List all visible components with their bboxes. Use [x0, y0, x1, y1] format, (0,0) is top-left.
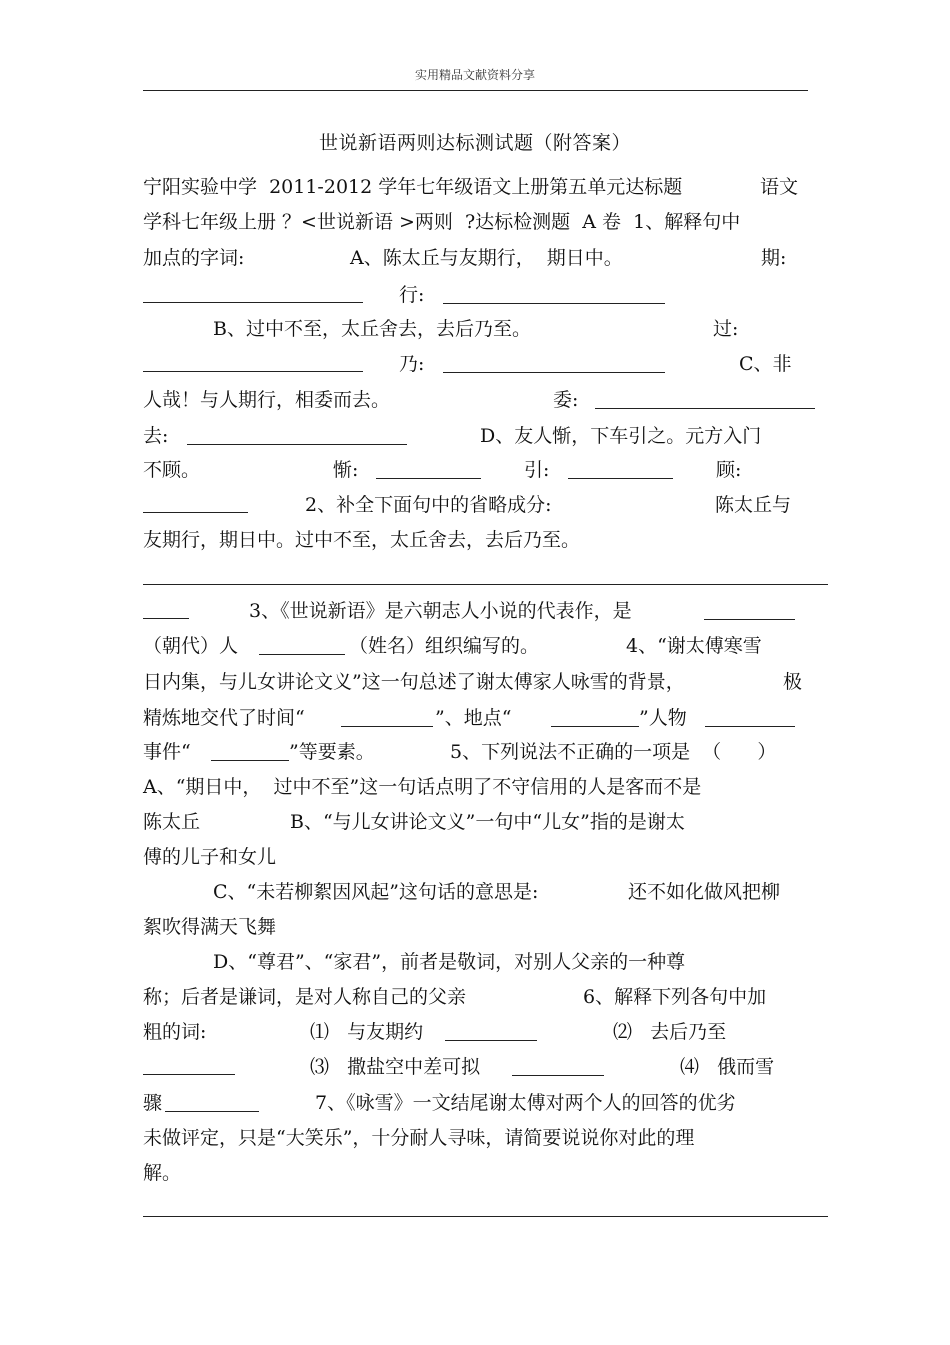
text-run: 友期行，期日中。过中不至，太丘舍去，去后乃至。 — [143, 529, 581, 551]
header-rule — [143, 90, 808, 91]
text-run: A、陈太丘与友期行， 期日中。 — [350, 247, 623, 269]
text-line — [143, 704, 687, 732]
page-header: 实用精品文献资料分享 — [414, 68, 535, 82]
answer-blank[interactable] — [211, 742, 289, 761]
text-run: C、非 — [739, 353, 792, 375]
text-line — [143, 738, 777, 766]
text-run: 过: — [713, 318, 739, 340]
text-run: （朝代）人 — [143, 635, 239, 657]
text-line — [143, 526, 580, 554]
answer-blank[interactable] — [512, 1057, 604, 1076]
text-line — [143, 597, 632, 625]
text-run: 去: — [143, 425, 169, 447]
text-run: 陈太丘 — [143, 811, 201, 833]
text-run: 骤 — [143, 1092, 163, 1114]
text-line — [143, 668, 803, 696]
text-line — [143, 1018, 727, 1046]
text-run: 事件“ — [143, 741, 191, 763]
text-run: 学科七年级上册 ？<世说新语 >两则 ?达标检测题 A 卷 1、解释句中 — [143, 211, 741, 233]
answer-blank[interactable] — [259, 636, 345, 655]
text-run: 傅的儿子和女儿 — [143, 846, 277, 868]
text-line — [143, 843, 276, 871]
text-line — [143, 491, 792, 519]
text-run: 4、“谢太傅寒雪 — [626, 635, 762, 657]
text-run: 行: — [399, 284, 425, 306]
answer-blank[interactable] — [143, 494, 248, 513]
text-line — [143, 1053, 775, 1081]
text-line — [143, 386, 579, 414]
answer-blank[interactable] — [443, 354, 665, 373]
answer-blank[interactable] — [143, 284, 363, 303]
text-run: ⑷ 俄而雪 — [680, 1056, 775, 1078]
text-run: ⑶ 撒盐空中差可拟 — [310, 1056, 481, 1078]
text-run: D、“尊君”、“家君”，前者是敬词，对别人父亲的一种尊 — [213, 951, 686, 973]
answer-blank[interactable] — [443, 285, 665, 304]
text-run: 絮吹得满天飞舞 — [143, 916, 277, 938]
text-line — [143, 808, 685, 836]
text-run: 5、下列说法不正确的一项是 （ ） — [450, 741, 777, 763]
answer-blank[interactable] — [165, 1093, 259, 1112]
text-run: 称；后者是谦词，是对人称自己的父亲 — [143, 986, 467, 1008]
text-run: 语文 — [760, 176, 799, 198]
text-run: 陈太丘与 — [715, 494, 792, 516]
answer-blank[interactable] — [705, 708, 795, 727]
answer-blank[interactable] — [704, 601, 795, 620]
text-line — [143, 281, 425, 309]
text-run: D、友人惭，下车引之。元方入门 — [480, 425, 762, 447]
text-run: B、过中不至，太丘舍去，去后乃至。 — [213, 318, 531, 340]
answer-blank[interactable] — [187, 426, 407, 445]
text-run: 2、补全下面句中的省略成分: — [305, 494, 552, 516]
answer-blank[interactable] — [376, 460, 481, 479]
text-line — [143, 1124, 694, 1152]
answer-blank[interactable] — [143, 600, 189, 619]
answer-blank[interactable] — [341, 708, 433, 727]
text-run: 极 — [783, 671, 803, 693]
answer-rule[interactable] — [143, 584, 828, 585]
text-line — [143, 983, 767, 1011]
text-run: ⑵ 去后乃至 — [613, 1021, 727, 1043]
answer-blank[interactable] — [568, 460, 673, 479]
text-line — [143, 350, 792, 378]
text-run: 期: — [761, 247, 787, 269]
text-run: （姓名）组织编写的。 — [349, 635, 540, 657]
text-run: 粗的词: — [143, 1021, 207, 1043]
text-run: A、“期日中， 过中不至”这一句话点明了不守信用的人是客而不是 — [143, 776, 702, 798]
text-run: ⑴ 与友期约 — [310, 1021, 424, 1043]
text-run: 3、《世说新语》是六朝志人小说的代表作，是 — [249, 600, 632, 622]
answer-blank[interactable] — [143, 353, 363, 372]
text-run: ”人物 — [639, 707, 687, 729]
text-run: 引: — [524, 459, 550, 481]
text-run: 加点的字词: — [143, 247, 245, 269]
answer-blank[interactable] — [551, 708, 639, 727]
text-line — [143, 632, 762, 660]
text-run: ”、地点“ — [435, 707, 512, 729]
text-run: 日内集，与儿女讲论文义”这一句总述了谢太傅家人咏雪的背景， — [143, 671, 685, 693]
text-run: 人哉！与人期行，相委而去。 — [143, 389, 391, 411]
text-line — [143, 173, 799, 201]
text-run: 未做评定，只是“大笑乐”，十分耐人寻味，请简要说说你对此的理 — [143, 1127, 695, 1149]
text-run: 乃: — [399, 353, 425, 375]
text-run: 还不如化做风把柳 — [628, 881, 781, 903]
text-run: 宁阳实验中学 2011-2012 学年七年级语文上册第五单元达标题 — [143, 176, 683, 198]
text-line — [143, 1089, 736, 1117]
text-run: B、“与儿女讲论文义”一句中“儿女”指的是谢太 — [290, 811, 685, 833]
text-line — [143, 244, 787, 272]
text-run: 委: — [553, 389, 579, 411]
text-run: C、“未若柳絮因风起”这句话的意思是: — [213, 881, 539, 903]
text-line — [143, 208, 740, 236]
answer-blank[interactable] — [143, 1056, 235, 1075]
document-title: 世说新语两则达标测试题（附答案） — [318, 132, 631, 154]
text-run: 不顾。 — [143, 459, 201, 481]
answer-blank[interactable] — [445, 1022, 537, 1041]
text-run: 6、解释下列各句中加 — [583, 986, 767, 1008]
text-run: 解。 — [143, 1162, 182, 1184]
text-run: 7、《咏雪》一文结尾谢太傅对两个人的回答的优劣 — [315, 1092, 736, 1114]
text-line — [143, 913, 276, 941]
text-run: 惭: — [333, 459, 359, 481]
text-run: 顾: — [716, 459, 742, 481]
text-run: ”等要素。 — [289, 741, 375, 763]
text-line — [143, 1159, 181, 1187]
answer-blank[interactable] — [595, 390, 815, 409]
text-line — [143, 456, 742, 484]
text-run: 精炼地交代了时间“ — [143, 707, 305, 729]
text-line — [143, 773, 701, 801]
answer-rule[interactable] — [143, 1216, 828, 1217]
text-line — [143, 422, 762, 450]
